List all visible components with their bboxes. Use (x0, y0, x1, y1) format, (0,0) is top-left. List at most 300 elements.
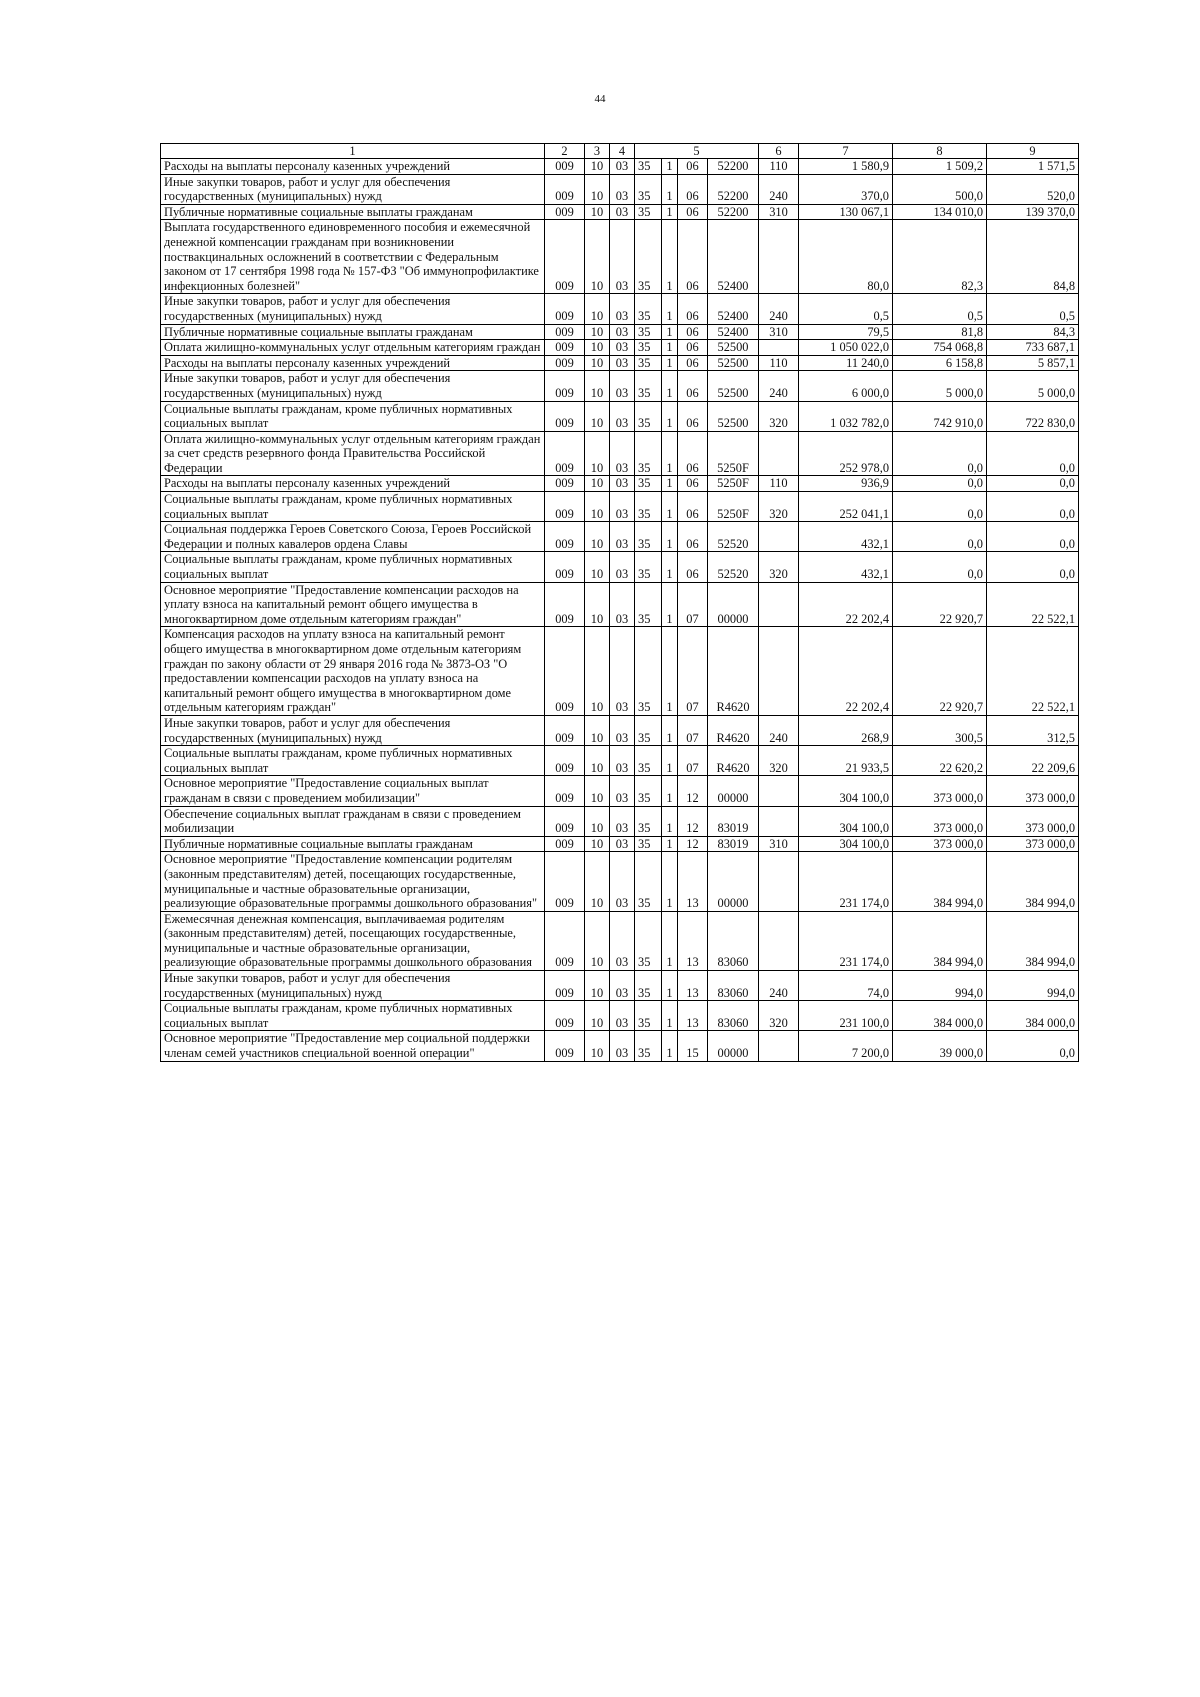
program-code: 35 (635, 174, 662, 204)
amount-col9: 520,0 (987, 174, 1079, 204)
table-row (161, 355, 1079, 371)
program-code: 35 (635, 159, 662, 175)
amount-col9: 139 370,0 (987, 204, 1079, 220)
row-name: Социальные выплаты гражданам, кроме публичных нормативных социальных выплат (161, 401, 545, 431)
amount-col7: 231 174,0 (799, 911, 893, 970)
activity-code: 12 (678, 776, 708, 806)
section-code: 10 (585, 971, 610, 1001)
row-name: Оплата жилищно-коммунальных услуг отдельным категориям граждан за счет средств резервного фонда Правительства Российской Федерации (161, 431, 545, 476)
expense-type-code: 320 (759, 401, 799, 431)
activity-code: 06 (678, 340, 708, 356)
direction-code: 83019 (708, 836, 759, 852)
section-code: 10 (585, 476, 610, 492)
section-code: 10 (585, 582, 610, 627)
activity-code: 07 (678, 582, 708, 627)
amount-col7: 432,1 (799, 552, 893, 582)
activity-code: 06 (678, 476, 708, 492)
direction-code: 52520 (708, 522, 759, 552)
subprogram-code: 1 (662, 174, 678, 204)
row-name: Социальная поддержка Героев Советского Союза, Героев Российской Федерации и полных кавалеров ордена Славы (161, 522, 545, 552)
amount-col8: 384 994,0 (893, 852, 987, 911)
expense-type-code (759, 627, 799, 716)
amount-col8: 384 994,0 (893, 911, 987, 970)
admin-code: 009 (545, 911, 585, 970)
section-code: 10 (585, 836, 610, 852)
direction-code: 52500 (708, 371, 759, 401)
subprogram-code: 1 (662, 401, 678, 431)
admin-code: 009 (545, 401, 585, 431)
activity-code: 06 (678, 220, 708, 294)
activity-code: 12 (678, 806, 708, 836)
subsection-code: 03 (610, 715, 635, 745)
amount-col9: 22 522,1 (987, 582, 1079, 627)
subprogram-code: 1 (662, 324, 678, 340)
amount-col7: 268,9 (799, 715, 893, 745)
direction-code: 52200 (708, 174, 759, 204)
subsection-code: 03 (610, 911, 635, 970)
section-code: 10 (585, 1031, 610, 1061)
amount-col8: 373 000,0 (893, 806, 987, 836)
header-cell: 8 (893, 144, 987, 159)
expense-type-code: 310 (759, 204, 799, 220)
table-row (161, 1001, 1079, 1031)
expense-type-code (759, 431, 799, 476)
amount-col7: 231 174,0 (799, 852, 893, 911)
admin-code: 009 (545, 852, 585, 911)
program-code: 35 (635, 627, 662, 716)
expense-type-code: 110 (759, 476, 799, 492)
amount-col7: 21 933,5 (799, 746, 893, 776)
expense-type-code (759, 911, 799, 970)
program-code: 35 (635, 476, 662, 492)
amount-col8: 22 620,2 (893, 746, 987, 776)
row-name: Иные закупки товаров, работ и услуг для обеспечения государственных (муниципальных) нужд (161, 174, 545, 204)
admin-code: 009 (545, 1031, 585, 1061)
amount-col9: 0,0 (987, 431, 1079, 476)
table-row (161, 582, 1079, 627)
expense-type-code (759, 582, 799, 627)
subsection-code: 03 (610, 371, 635, 401)
admin-code: 009 (545, 340, 585, 356)
expense-type-code (759, 220, 799, 294)
amount-col9: 994,0 (987, 971, 1079, 1001)
table-row (161, 776, 1079, 806)
table-row (161, 431, 1079, 476)
subsection-code: 03 (610, 204, 635, 220)
row-name: Основное мероприятие "Предоставление компенсации расходов на уплату взноса на капитальный ремонт общего имущества в многоквартирном доме отдельным категориям граждан" (161, 582, 545, 627)
subprogram-code: 1 (662, 204, 678, 220)
amount-col8: 384 000,0 (893, 1001, 987, 1031)
expense-type-code: 320 (759, 552, 799, 582)
direction-code: 00000 (708, 852, 759, 911)
amount-col9: 5 857,1 (987, 355, 1079, 371)
activity-code: 07 (678, 715, 708, 745)
subprogram-code: 1 (662, 836, 678, 852)
admin-code: 009 (545, 836, 585, 852)
header-cell: 5 (635, 144, 759, 159)
section-code: 10 (585, 159, 610, 175)
direction-code: 52400 (708, 324, 759, 340)
subprogram-code: 1 (662, 715, 678, 745)
direction-code: 83060 (708, 911, 759, 970)
direction-code: R4620 (708, 746, 759, 776)
section-code: 10 (585, 340, 610, 356)
amount-col9: 22 209,6 (987, 746, 1079, 776)
program-code: 35 (635, 852, 662, 911)
row-name: Публичные нормативные социальные выплаты гражданам (161, 204, 545, 220)
table-row (161, 294, 1079, 324)
table-row (161, 371, 1079, 401)
amount-col9: 0,0 (987, 476, 1079, 492)
amount-col7: 1 580,9 (799, 159, 893, 175)
admin-code: 009 (545, 776, 585, 806)
subsection-code: 03 (610, 582, 635, 627)
amount-col9: 373 000,0 (987, 836, 1079, 852)
subprogram-code: 1 (662, 971, 678, 1001)
header-row (161, 144, 1079, 159)
subprogram-code: 1 (662, 627, 678, 716)
amount-col9: 384 994,0 (987, 852, 1079, 911)
subsection-code: 03 (610, 492, 635, 522)
expense-type-code: 240 (759, 294, 799, 324)
activity-code: 13 (678, 971, 708, 1001)
activity-code: 06 (678, 522, 708, 552)
direction-code: R4620 (708, 627, 759, 716)
amount-col8: 1 509,2 (893, 159, 987, 175)
amount-col7: 304 100,0 (799, 806, 893, 836)
direction-code: 00000 (708, 582, 759, 627)
amount-col8: 742 910,0 (893, 401, 987, 431)
table-row (161, 746, 1079, 776)
program-code: 35 (635, 806, 662, 836)
expense-type-code (759, 776, 799, 806)
subprogram-code: 1 (662, 776, 678, 806)
admin-code: 009 (545, 324, 585, 340)
expense-type-code: 320 (759, 746, 799, 776)
table-row (161, 1031, 1079, 1061)
activity-code: 06 (678, 355, 708, 371)
admin-code: 009 (545, 431, 585, 476)
subsection-code: 03 (610, 355, 635, 371)
amount-col7: 79,5 (799, 324, 893, 340)
amount-col9: 22 522,1 (987, 627, 1079, 716)
admin-code: 009 (545, 204, 585, 220)
amount-col8: 0,0 (893, 552, 987, 582)
subprogram-code: 1 (662, 340, 678, 356)
table-row (161, 401, 1079, 431)
amount-col9: 373 000,0 (987, 806, 1079, 836)
subsection-code: 03 (610, 746, 635, 776)
subprogram-code: 1 (662, 220, 678, 294)
expense-type-code (759, 852, 799, 911)
activity-code: 06 (678, 159, 708, 175)
direction-code: 52400 (708, 294, 759, 324)
amount-col7: 22 202,4 (799, 627, 893, 716)
amount-col8: 0,0 (893, 492, 987, 522)
amount-col7: 370,0 (799, 174, 893, 204)
subsection-code: 03 (610, 476, 635, 492)
header-cell: 3 (585, 144, 610, 159)
program-code: 35 (635, 204, 662, 220)
amount-col8: 0,0 (893, 522, 987, 552)
subsection-code: 03 (610, 522, 635, 552)
subsection-code: 03 (610, 852, 635, 911)
subsection-code: 03 (610, 340, 635, 356)
direction-code: 52500 (708, 340, 759, 356)
expense-type-code: 110 (759, 159, 799, 175)
header-cell: 2 (545, 144, 585, 159)
row-name: Расходы на выплаты персоналу казенных учреждений (161, 476, 545, 492)
program-code: 35 (635, 582, 662, 627)
direction-code: 00000 (708, 776, 759, 806)
row-name: Социальные выплаты гражданам, кроме публичных нормативных социальных выплат (161, 1001, 545, 1031)
admin-code: 009 (545, 806, 585, 836)
table-row (161, 836, 1079, 852)
activity-code: 06 (678, 371, 708, 401)
expense-type-code: 240 (759, 971, 799, 1001)
amount-col7: 130 067,1 (799, 204, 893, 220)
amount-col7: 432,1 (799, 522, 893, 552)
section-code: 10 (585, 806, 610, 836)
header-cell: 9 (987, 144, 1079, 159)
row-name: Основное мероприятие "Предоставление мер социальной поддержки членам семей участников специальной военной операции" (161, 1031, 545, 1061)
activity-code: 06 (678, 204, 708, 220)
admin-code: 009 (545, 746, 585, 776)
amount-col9: 722 830,0 (987, 401, 1079, 431)
direction-code: 52200 (708, 204, 759, 220)
admin-code: 009 (545, 294, 585, 324)
program-code: 35 (635, 715, 662, 745)
header-cell: 4 (610, 144, 635, 159)
table-row (161, 492, 1079, 522)
section-code: 10 (585, 552, 610, 582)
amount-col9: 733 687,1 (987, 340, 1079, 356)
row-name: Социальные выплаты гражданам, кроме публичных нормативных социальных выплат (161, 746, 545, 776)
expense-type-code: 240 (759, 174, 799, 204)
amount-col9: 312,5 (987, 715, 1079, 745)
direction-code: R4620 (708, 715, 759, 745)
subsection-code: 03 (610, 431, 635, 476)
program-code: 35 (635, 911, 662, 970)
subsection-code: 03 (610, 294, 635, 324)
subprogram-code: 1 (662, 476, 678, 492)
expense-type-code (759, 806, 799, 836)
direction-code: 83060 (708, 971, 759, 1001)
direction-code: 52400 (708, 220, 759, 294)
row-name: Иные закупки товаров, работ и услуг для обеспечения государственных (муниципальных) нужд (161, 715, 545, 745)
program-code: 35 (635, 746, 662, 776)
header-cell: 1 (161, 144, 545, 159)
table-row (161, 174, 1079, 204)
subsection-code: 03 (610, 836, 635, 852)
amount-col8: 994,0 (893, 971, 987, 1001)
amount-col8: 39 000,0 (893, 1031, 987, 1061)
expense-type-code: 240 (759, 371, 799, 401)
program-code: 35 (635, 294, 662, 324)
activity-code: 07 (678, 746, 708, 776)
section-code: 10 (585, 627, 610, 716)
activity-code: 06 (678, 401, 708, 431)
subprogram-code: 1 (662, 355, 678, 371)
amount-col8: 5 000,0 (893, 371, 987, 401)
amount-col7: 7 200,0 (799, 1031, 893, 1061)
amount-col8: 500,0 (893, 174, 987, 204)
program-code: 35 (635, 522, 662, 552)
budget-table (160, 143, 1079, 1062)
program-code: 35 (635, 340, 662, 356)
subsection-code: 03 (610, 174, 635, 204)
row-name: Иные закупки товаров, работ и услуг для обеспечения государственных (муниципальных) нужд (161, 371, 545, 401)
row-name: Основное мероприятие "Предоставление социальных выплат гражданам в связи с проведением мобилизации" (161, 776, 545, 806)
admin-code: 009 (545, 371, 585, 401)
program-code: 35 (635, 776, 662, 806)
table-row (161, 159, 1079, 175)
section-code: 10 (585, 776, 610, 806)
amount-col9: 1 571,5 (987, 159, 1079, 175)
expense-type-code: 320 (759, 492, 799, 522)
direction-code: 00000 (708, 1031, 759, 1061)
admin-code: 009 (545, 582, 585, 627)
expense-type-code: 310 (759, 836, 799, 852)
program-code: 35 (635, 371, 662, 401)
amount-col8: 82,3 (893, 220, 987, 294)
subprogram-code: 1 (662, 492, 678, 522)
row-name: Расходы на выплаты персоналу казенных учреждений (161, 355, 545, 371)
activity-code: 07 (678, 627, 708, 716)
direction-code: 83060 (708, 1001, 759, 1031)
activity-code: 06 (678, 552, 708, 582)
direction-code: 52500 (708, 401, 759, 431)
amount-col7: 1 032 782,0 (799, 401, 893, 431)
amount-col7: 252 041,1 (799, 492, 893, 522)
table-row (161, 220, 1079, 294)
section-code: 10 (585, 401, 610, 431)
amount-col7: 304 100,0 (799, 836, 893, 852)
subsection-code: 03 (610, 1001, 635, 1031)
amount-col7: 11 240,0 (799, 355, 893, 371)
subsection-code: 03 (610, 776, 635, 806)
direction-code: 5250F (708, 476, 759, 492)
direction-code: 5250F (708, 431, 759, 476)
amount-col9: 5 000,0 (987, 371, 1079, 401)
section-code: 10 (585, 715, 610, 745)
amount-col9: 0,0 (987, 1031, 1079, 1061)
section-code: 10 (585, 355, 610, 371)
program-code: 35 (635, 971, 662, 1001)
expense-type-code: 310 (759, 324, 799, 340)
admin-code: 009 (545, 627, 585, 716)
subsection-code: 03 (610, 159, 635, 175)
expense-type-code (759, 522, 799, 552)
amount-col9: 0,0 (987, 492, 1079, 522)
activity-code: 13 (678, 852, 708, 911)
amount-col8: 754 068,8 (893, 340, 987, 356)
amount-col7: 936,9 (799, 476, 893, 492)
amount-col9: 84,8 (987, 220, 1079, 294)
header-cell: 6 (759, 144, 799, 159)
row-name: Социальные выплаты гражданам, кроме публичных нормативных социальных выплат (161, 492, 545, 522)
amount-col8: 300,5 (893, 715, 987, 745)
activity-code: 15 (678, 1031, 708, 1061)
amount-col8: 373 000,0 (893, 836, 987, 852)
table-row (161, 715, 1079, 745)
subsection-code: 03 (610, 627, 635, 716)
section-code: 10 (585, 371, 610, 401)
expense-type-code: 110 (759, 355, 799, 371)
expense-type-code: 240 (759, 715, 799, 745)
activity-code: 06 (678, 492, 708, 522)
direction-code: 52200 (708, 159, 759, 175)
admin-code: 009 (545, 552, 585, 582)
page-number: 44 (594, 93, 606, 105)
table-row (161, 806, 1079, 836)
amount-col9: 384 000,0 (987, 1001, 1079, 1031)
amount-col7: 304 100,0 (799, 776, 893, 806)
section-code: 10 (585, 492, 610, 522)
amount-col9: 0,0 (987, 552, 1079, 582)
section-code: 10 (585, 220, 610, 294)
amount-col7: 252 978,0 (799, 431, 893, 476)
row-name: Публичные нормативные социальные выплаты гражданам (161, 836, 545, 852)
section-code: 10 (585, 294, 610, 324)
subsection-code: 03 (610, 552, 635, 582)
amount-col9: 0,0 (987, 522, 1079, 552)
amount-col8: 0,0 (893, 476, 987, 492)
subsection-code: 03 (610, 401, 635, 431)
amount-col8: 0,5 (893, 294, 987, 324)
activity-code: 06 (678, 431, 708, 476)
expense-type-code (759, 1031, 799, 1061)
table-row (161, 204, 1079, 220)
amount-col8: 22 920,7 (893, 627, 987, 716)
table-row (161, 552, 1079, 582)
admin-code: 009 (545, 476, 585, 492)
amount-col7: 0,5 (799, 294, 893, 324)
row-name: Расходы на выплаты персоналу казенных учреждений (161, 159, 545, 175)
expense-type-code: 320 (759, 1001, 799, 1031)
row-name: Иные закупки товаров, работ и услуг для обеспечения государственных (муниципальных) нужд (161, 971, 545, 1001)
direction-code: 5250F (708, 492, 759, 522)
amount-col9: 373 000,0 (987, 776, 1079, 806)
admin-code: 009 (545, 492, 585, 522)
row-name: Выплата государственного единовременного пособия и ежемесячной денежной компенсации гражданам при возникновении поствакцинальных осложнений в соответствии с Федеральным законом от 17 сентября 1998 года № 157-ФЗ "Об иммунопрофилактике инфекционных болезней" (161, 220, 545, 294)
table-row (161, 852, 1079, 911)
subsection-code: 03 (610, 1031, 635, 1061)
subsection-code: 03 (610, 971, 635, 1001)
subprogram-code: 1 (662, 746, 678, 776)
section-code: 10 (585, 522, 610, 552)
subprogram-code: 1 (662, 294, 678, 324)
row-name: Ежемесячная денежная компенсация, выплачиваемая родителям (законным представителям) детей, посещающих государственные, муниципальные и частные образовательные организации, реализующие образовательные программы дошкольного образования (161, 911, 545, 970)
section-code: 10 (585, 1001, 610, 1031)
activity-code: 06 (678, 174, 708, 204)
program-code: 35 (635, 836, 662, 852)
program-code: 35 (635, 1001, 662, 1031)
amount-col8: 81,8 (893, 324, 987, 340)
activity-code: 13 (678, 1001, 708, 1031)
activity-code: 06 (678, 294, 708, 324)
table-row (161, 476, 1079, 492)
section-code: 10 (585, 746, 610, 776)
section-code: 10 (585, 174, 610, 204)
row-name: Иные закупки товаров, работ и услуг для обеспечения государственных (муниципальных) нужд (161, 294, 545, 324)
table-row (161, 971, 1079, 1001)
amount-col7: 6 000,0 (799, 371, 893, 401)
subprogram-code: 1 (662, 806, 678, 836)
admin-code: 009 (545, 522, 585, 552)
amount-col9: 84,3 (987, 324, 1079, 340)
subprogram-code: 1 (662, 852, 678, 911)
